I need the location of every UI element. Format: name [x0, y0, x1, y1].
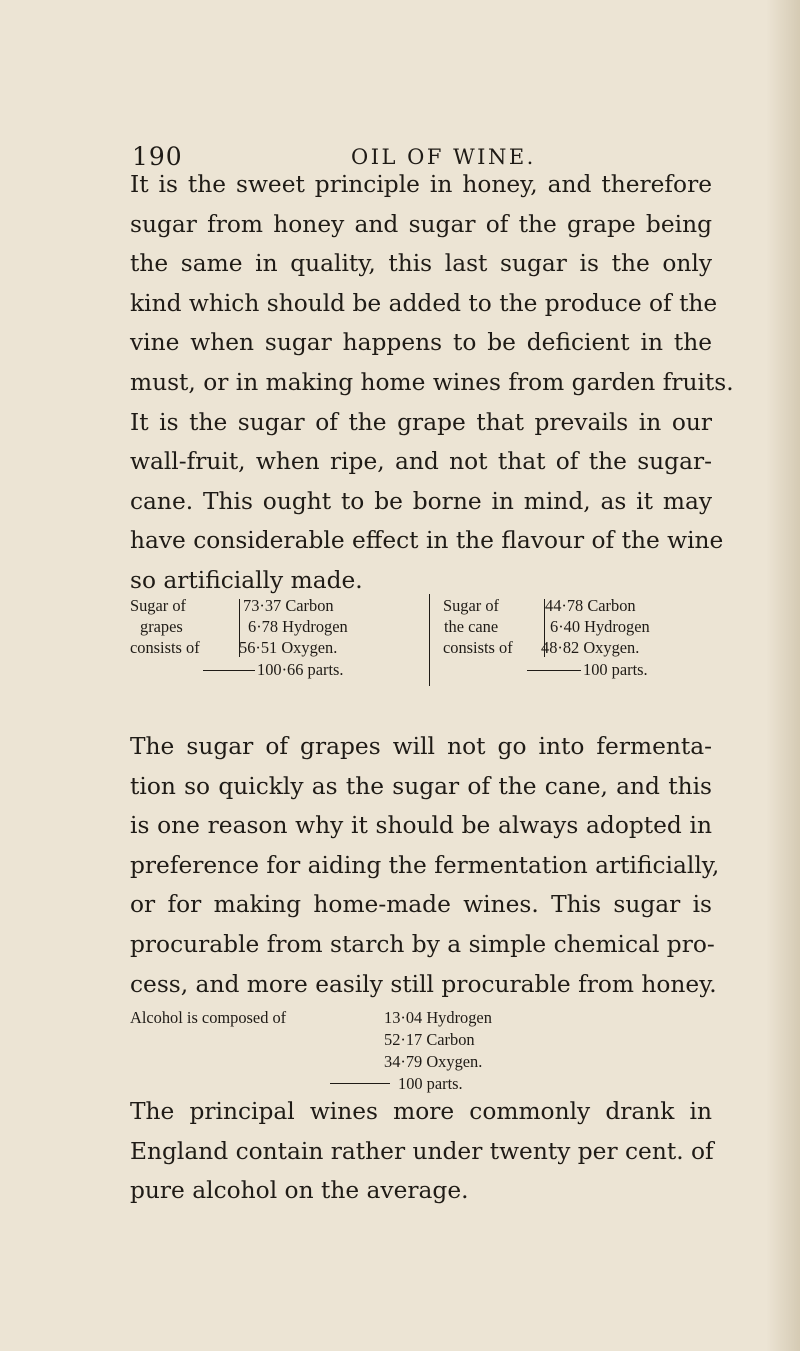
table-label: the cane: [444, 617, 499, 636]
table-value: 6·40 Hydrogen: [550, 617, 650, 636]
running-head: OIL OF WINE.: [351, 145, 536, 169]
text-line: pure alcohol on the average.: [130, 1177, 469, 1205]
paragraph-3: [130, 1092, 712, 1211]
alcohol-value: 34·79 Oxygen.: [384, 1052, 483, 1071]
text-line: It is the sugar of the grape that prevails in our: [130, 408, 712, 436]
text-line: cane. This ought to be borne in mind, as it may: [130, 487, 712, 515]
table-label: consists of: [443, 638, 513, 657]
text-line: England contain rather under twenty per cent. of: [130, 1137, 714, 1165]
text-line: wall-fruit, when ripe, and not that of the sugar-: [130, 448, 712, 476]
text-line: It is the sweet principle in honey, and therefore: [130, 171, 712, 198]
text-line: tion so quickly as the sugar of the cane, and this: [130, 772, 712, 800]
page-edge-shadow: [766, 0, 800, 1351]
text-line: must, or in making home wines from garden fruits.: [130, 368, 734, 396]
sum-rule: [527, 670, 581, 671]
table-label: Sugar of: [443, 596, 499, 615]
table-value: 44·78 Carbon: [545, 596, 636, 615]
table-total: 100 parts.: [583, 660, 648, 679]
column-divider: [429, 594, 430, 686]
alcohol-total: 100 parts.: [398, 1074, 463, 1093]
text-line: sugar from honey and sugar of the grape being: [130, 210, 712, 238]
sum-rule: [203, 670, 255, 671]
table-label: grapes: [140, 617, 183, 636]
text-line: kind which should be added to the produce of the: [130, 289, 718, 317]
alcohol-value: 52·17 Carbon: [384, 1030, 475, 1049]
table-total: 100·66 parts.: [257, 660, 344, 679]
table-label: consists of: [130, 638, 200, 657]
alcohol-value: 13·04 Hydrogen: [384, 1008, 492, 1027]
text-line: is one reason why it should be always adopted in: [130, 812, 712, 840]
alcohol-label: Alcohol is composed of: [130, 1008, 287, 1027]
table-label: Sugar of: [130, 596, 186, 615]
text-line: or for making home-made wines. This sugar is: [130, 891, 712, 919]
text-line: cess, and more easily still procurable from honey.: [130, 970, 717, 998]
paragraph-1: [130, 165, 734, 601]
sum-rule: [330, 1083, 390, 1084]
text-line: The principal wines more commonly drank in: [130, 1098, 712, 1125]
text-line: vine when sugar happens to be deficient in the: [130, 329, 712, 357]
table-value: 6·78 Hydrogen: [248, 617, 348, 636]
table-value: 48·82 Oxygen.: [541, 638, 640, 657]
table-value: 73·37 Carbon: [243, 596, 334, 615]
text-line: have considerable effect in the flavour of the wine: [130, 527, 724, 555]
table-value: 56·51 Oxygen.: [239, 638, 338, 657]
paragraph-2: [130, 727, 720, 1004]
text-line: preference for aiding the fermentation artificially,: [130, 851, 720, 879]
text-line: The sugar of grapes will not go into fermenta-: [130, 733, 712, 760]
text-line: the same in quality, this last sugar is the only: [130, 250, 712, 278]
page-number: 190: [132, 142, 183, 171]
text-line: procurable from starch by a simple chemical pro-: [130, 930, 715, 958]
text-line: so artificially made.: [130, 566, 363, 594]
